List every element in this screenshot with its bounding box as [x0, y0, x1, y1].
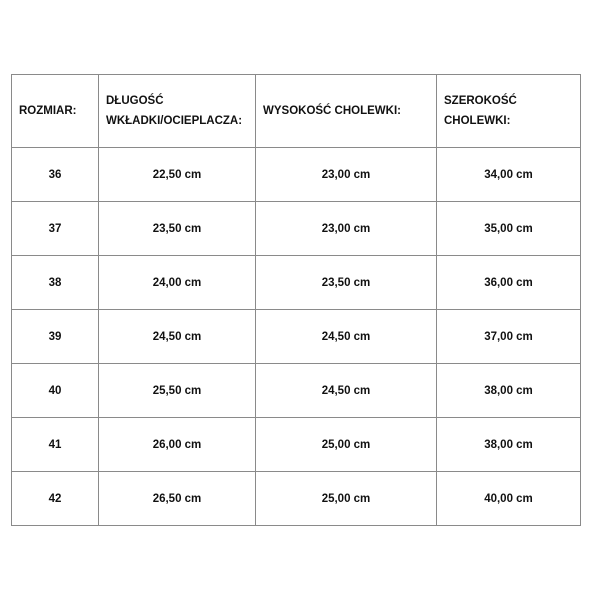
cell-insole-length: 24,00 cm: [99, 256, 256, 310]
header-row: [12, 75, 581, 148]
cell-insole-length: 26,50 cm: [99, 472, 256, 526]
cell-shaft-height: 25,00 cm: [256, 472, 437, 526]
cell-size: 40: [12, 364, 99, 418]
table-row: [12, 472, 581, 526]
cell-shaft-height: 23,00 cm: [256, 148, 437, 202]
table-body: [12, 148, 581, 526]
cell-shaft-width: 35,00 cm: [437, 202, 581, 256]
table-row: [12, 364, 581, 418]
table-row: [12, 310, 581, 364]
cell-size: 39: [12, 310, 99, 364]
cell-shaft-width: 34,00 cm: [437, 148, 581, 202]
header-insole-length: DŁUGOŚĆ WKŁADKI/OCIEPLACZA:: [99, 75, 256, 148]
table-row: [12, 256, 581, 310]
table-row: [12, 148, 581, 202]
cell-shaft-width: 36,00 cm: [437, 256, 581, 310]
size-chart-table: [11, 74, 581, 526]
cell-size: 38: [12, 256, 99, 310]
table-header: [12, 75, 581, 148]
cell-insole-length: 26,00 cm: [99, 418, 256, 472]
cell-shaft-height: 24,50 cm: [256, 364, 437, 418]
cell-insole-length: 22,50 cm: [99, 148, 256, 202]
cell-insole-length: 24,50 cm: [99, 310, 256, 364]
cell-insole-length: 25,50 cm: [99, 364, 256, 418]
table-row: [12, 418, 581, 472]
cell-insole-length: 23,50 cm: [99, 202, 256, 256]
header-shaft-width: SZEROKOŚĆ CHOLEWKI:: [437, 75, 581, 148]
cell-shaft-width: 40,00 cm: [437, 472, 581, 526]
cell-shaft-height: 23,50 cm: [256, 256, 437, 310]
cell-shaft-height: 23,00 cm: [256, 202, 437, 256]
cell-shaft-height: 25,00 cm: [256, 418, 437, 472]
cell-shaft-width: 38,00 cm: [437, 418, 581, 472]
cell-size: 41: [12, 418, 99, 472]
header-shaft-height: WYSOKOŚĆ CHOLEWKI:: [256, 75, 437, 148]
cell-shaft-height: 24,50 cm: [256, 310, 437, 364]
cell-size: 42: [12, 472, 99, 526]
cell-shaft-width: 37,00 cm: [437, 310, 581, 364]
cell-size: 37: [12, 202, 99, 256]
table-row: [12, 202, 581, 256]
cell-size: 36: [12, 148, 99, 202]
header-size: ROZMIAR:: [12, 75, 99, 148]
cell-shaft-width: 38,00 cm: [437, 364, 581, 418]
